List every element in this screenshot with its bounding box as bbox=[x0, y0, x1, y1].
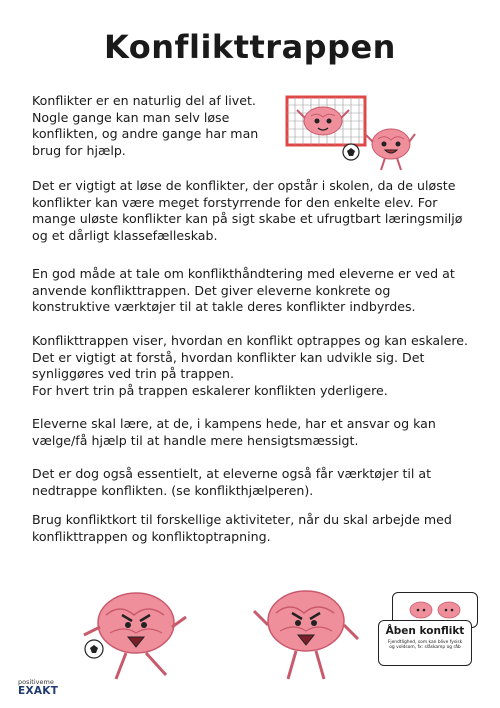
brain-character-icon bbox=[365, 129, 415, 170]
goal-brains-illustration bbox=[283, 92, 418, 177]
conflict-card-title: Åben konflikt bbox=[385, 625, 465, 637]
paragraph-deescalation: Det er dog også essentielt, at eleverne også får værktøjer til at nedtrappe konflikten. (se konflikthjælperen). bbox=[32, 466, 432, 498]
publisher-logo bbox=[18, 678, 58, 697]
logo-wordmark: EXAKT bbox=[18, 685, 59, 697]
paragraph-conflict-cards: Brug konfliktkort til forskellige aktiviteter, når du skal arbejde med konflikttrappen og konfliktoptrapning. bbox=[32, 512, 452, 544]
paragraph-method: En god måde at tale om konflikthåndtering med eleverne er ved at anvende konflikttrappen. Det giver eleverne konkrete og konstruktive værktøjer til at takle deres konflikter indbyrdes. bbox=[32, 266, 455, 314]
paragraph-responsibility: Eleverne skal lære, at de, i kampens hede, har et ansvar og kan vælge/få hjælp til at handle mere hensigtsmæssigt. bbox=[32, 416, 436, 448]
logo-tagline: positiveme bbox=[18, 678, 54, 686]
paragraph-staircase-steps: For hvert trin på trappen eskalerer konflikten yderligere. bbox=[32, 382, 388, 398]
conflict-card-description: Fjendtlighed, som kan blive fysisk og voldsom, fx: slåskamp og råb bbox=[387, 640, 463, 651]
brain-character-icon bbox=[70, 575, 198, 685]
soccer-ball-icon bbox=[85, 640, 103, 658]
paragraph-importance: Det er vigtigt at løse de konflikter, der opstår i skolen, da de uløste konflikter kan være meget forstyrrende for den enkelte elev. For mange uløste konflikter kan på sigt skabe et ufrugtbart læringsmiljø og et dårligt klassefælleskab. bbox=[32, 178, 463, 243]
soccer-ball-icon bbox=[343, 144, 359, 160]
brain-character-icon bbox=[297, 107, 349, 135]
paragraph-staircase bbox=[32, 333, 472, 399]
brain-character-icon bbox=[248, 575, 366, 687]
paragraph-intro: Konflikter er en naturlig del af livet. Nogle gange kan man selv løse konflikten, og andre gange har man brug for hjælp. bbox=[32, 93, 259, 158]
conflict-card bbox=[378, 620, 472, 666]
paragraph-staircase-text: Konflikttrappen viser, hvordan en konflikt optrappes og kan eskalere. Det er vigtigt at forstå, hvordan konflikter kan udvikle sig. Det synliggøres ved trin på trappen. bbox=[32, 333, 469, 381]
page-title: Konflikttrappen bbox=[104, 28, 396, 66]
